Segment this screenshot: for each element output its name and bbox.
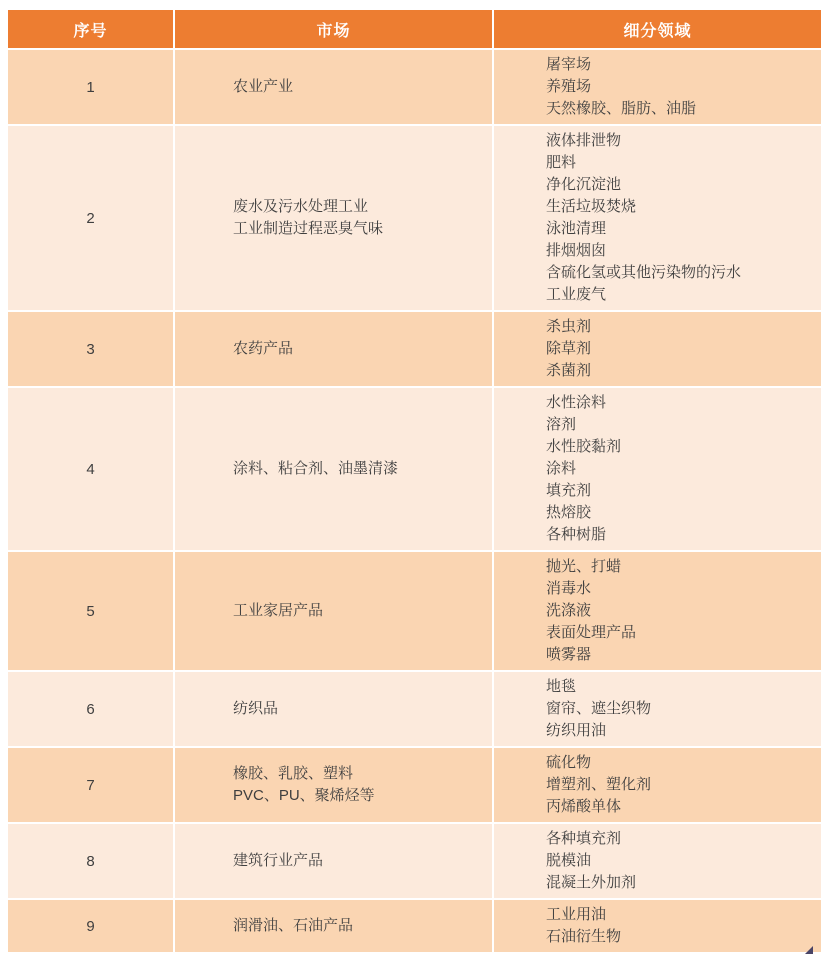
segment-line: 地毯 xyxy=(546,678,577,695)
segment-line: 水性胶黏剂 xyxy=(546,438,622,455)
segments-cell xyxy=(494,824,821,898)
segment-line: 液体排泄物 xyxy=(546,132,622,149)
market-cell xyxy=(175,748,492,822)
market-line: 润滑油、石油产品 xyxy=(233,917,354,934)
segment-line: 增塑剂、塑化剂 xyxy=(546,776,652,793)
segments-cell xyxy=(494,388,821,550)
segments-cell xyxy=(494,552,821,670)
market-cell xyxy=(175,824,492,898)
segment-line: 石油衍生物 xyxy=(546,928,622,945)
segments-cell xyxy=(494,748,821,822)
header-market: 市场 xyxy=(175,10,492,48)
segment-line: 工业用油 xyxy=(546,906,607,923)
table-row xyxy=(8,126,821,310)
segment-line: 涂料 xyxy=(546,460,577,477)
segment-line: 混凝土外加剂 xyxy=(546,874,637,891)
segment-line: 养殖场 xyxy=(546,78,592,95)
table-row xyxy=(8,50,821,124)
segment-line: 屠宰场 xyxy=(546,56,592,73)
segment-line: 肥料 xyxy=(546,154,577,171)
row-number-cell: 7 xyxy=(8,748,173,822)
table-row xyxy=(8,312,821,386)
segment-line: 净化沉淀池 xyxy=(546,176,622,193)
segment-line: 杀虫剂 xyxy=(546,318,592,335)
row-number-cell: 6 xyxy=(8,672,173,746)
table-row xyxy=(8,900,821,952)
segment-line: 热熔胶 xyxy=(546,504,592,521)
segment-line: 各种填充剂 xyxy=(546,830,622,847)
header-serial-number: 序号 xyxy=(8,10,173,48)
segment-line: 填充剂 xyxy=(546,482,592,499)
segments-cell xyxy=(494,672,821,746)
market-cell xyxy=(175,126,492,310)
segment-line: 泳池清理 xyxy=(546,220,607,237)
segment-line: 抛光、打蜡 xyxy=(546,558,622,575)
segments-cell xyxy=(494,312,821,386)
segment-line: 生活垃圾焚烧 xyxy=(546,198,637,215)
row-number-cell: 3 xyxy=(8,312,173,386)
market-cell xyxy=(175,50,492,124)
corner-mark-icon xyxy=(805,946,813,954)
market-line: 工业家居产品 xyxy=(233,602,324,619)
market-cell xyxy=(175,312,492,386)
segments-cell xyxy=(494,126,821,310)
header-row xyxy=(8,10,821,48)
segment-line: 洗涤液 xyxy=(546,602,592,619)
segment-line: 硫化物 xyxy=(546,754,592,771)
market-segments-table xyxy=(6,8,823,954)
segment-line: 水性涂料 xyxy=(546,394,607,411)
market-cell xyxy=(175,552,492,670)
row-number-cell: 4 xyxy=(8,388,173,550)
market-line: 橡胶、乳胶、塑料 xyxy=(233,765,354,782)
header-segment-field: 细分领域 xyxy=(494,10,821,48)
segments-cell xyxy=(494,900,821,952)
segment-line: 窗帘、遮尘织物 xyxy=(546,700,652,717)
market-line: 建筑行业产品 xyxy=(233,852,324,869)
segment-line: 排烟烟囱 xyxy=(546,242,607,259)
market-line: 废水及污水处理工业 xyxy=(233,198,369,215)
market-line: PVC、PU、聚烯烃等 xyxy=(233,787,375,804)
segment-line: 消毒水 xyxy=(546,580,592,597)
segment-line: 溶剂 xyxy=(546,416,577,433)
segment-line: 表面处理产品 xyxy=(546,624,637,641)
market-line: 农业产业 xyxy=(233,78,294,95)
market-cell xyxy=(175,388,492,550)
market-line: 工业制造过程恶臭气味 xyxy=(233,220,384,237)
segment-line: 各种树脂 xyxy=(546,526,607,543)
row-number-cell: 9 xyxy=(8,900,173,952)
segment-line: 除草剂 xyxy=(546,340,592,357)
market-line: 纺织品 xyxy=(233,700,279,717)
segments-cell xyxy=(494,50,821,124)
table-row xyxy=(8,824,821,898)
market-cell xyxy=(175,672,492,746)
segment-line: 工业废气 xyxy=(546,286,607,303)
market-line: 涂料、粘合剂、油墨清漆 xyxy=(233,460,399,477)
segment-line: 杀菌剂 xyxy=(546,362,592,379)
segment-line: 脱模油 xyxy=(546,852,592,869)
segment-line: 喷雾器 xyxy=(546,646,592,663)
table-row xyxy=(8,388,821,550)
row-number-cell: 2 xyxy=(8,126,173,310)
market-line: 农药产品 xyxy=(233,340,294,357)
segment-line: 纺织用油 xyxy=(546,722,607,739)
segment-line: 天然橡胶、脂肪、油脂 xyxy=(546,100,697,117)
row-number-cell: 5 xyxy=(8,552,173,670)
table-row xyxy=(8,552,821,670)
segment-line: 含硫化氢或其他污染物的污水 xyxy=(546,264,742,281)
segment-line: 丙烯酸单体 xyxy=(546,798,622,815)
row-number-cell: 8 xyxy=(8,824,173,898)
market-cell xyxy=(175,900,492,952)
row-number-cell: 1 xyxy=(8,50,173,124)
table-row xyxy=(8,672,821,746)
table-row xyxy=(8,748,821,822)
